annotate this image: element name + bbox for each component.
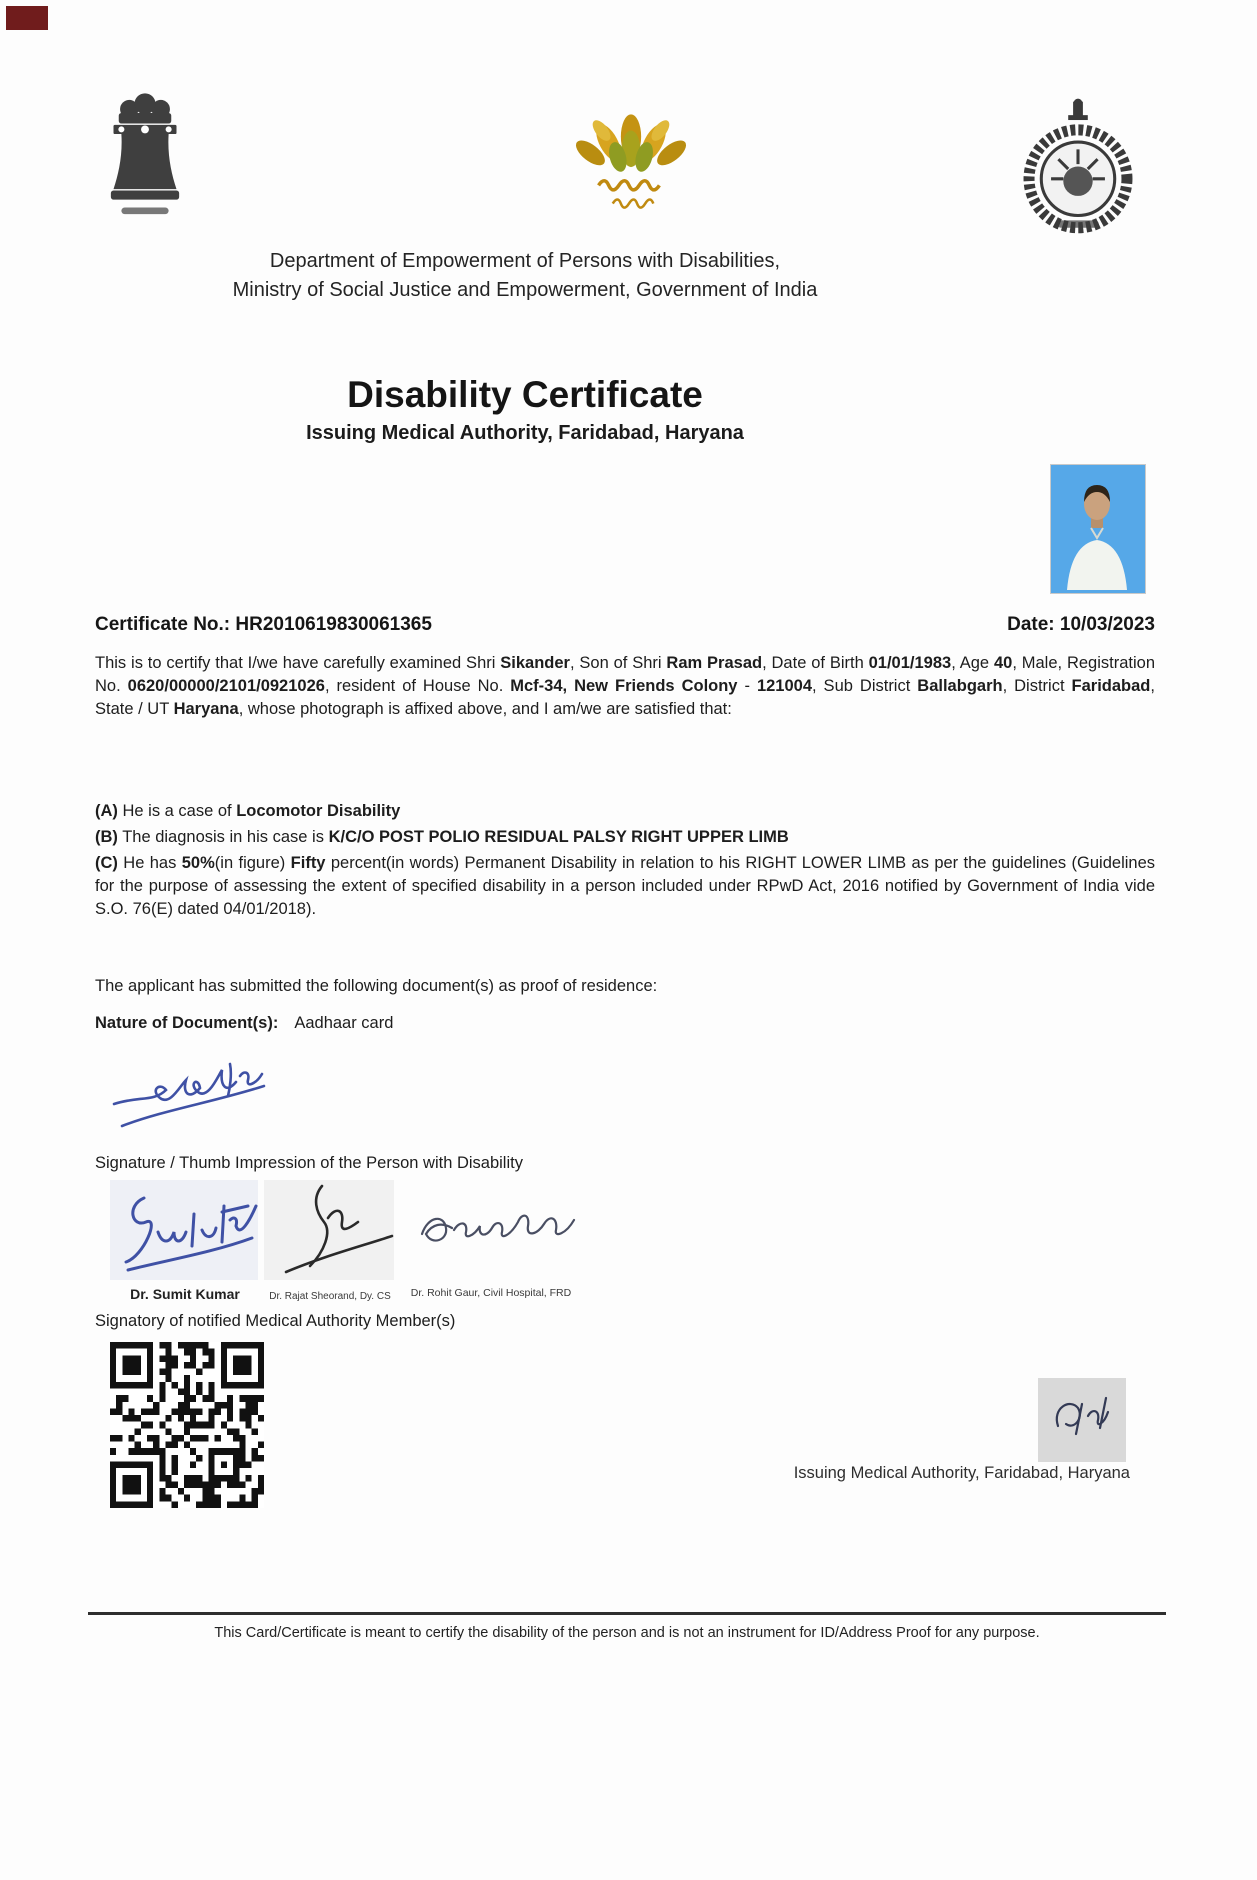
nature-of-documents-label: Nature of Document(s): [95, 1014, 279, 1032]
age-value: 40 [993, 654, 1013, 672]
person-signature-caption: Signature / Thumb Impression of the Person with Disability [95, 1154, 523, 1172]
applicant-photo [1050, 464, 1146, 594]
certificate-number-label: Certificate No.: [95, 614, 231, 635]
clause-c-text: percent(in words) Permanent Disability in relation to his RIGHT LOWER LIMB as per the guidelines (Guidelines for the purpose of assessing the extent of specified disability in a person included under RPwD Act, 2016 notified by Government of India vide S.O. 76(E) dated 04/01/2018). [95, 854, 1156, 918]
certificate-meta-row [95, 614, 1155, 636]
member-signature-2-icon [264, 1180, 394, 1280]
clause-a-prefix: (A) [95, 802, 118, 820]
member-signature-1-icon [110, 1180, 258, 1280]
page-subtitle: Issuing Medical Authority, Faridabad, Haryana [306, 422, 744, 444]
certificate-number [95, 614, 432, 636]
clause-c [95, 852, 1155, 921]
clause-c-text: He has [117, 854, 182, 872]
intro-text: , District [1002, 677, 1072, 695]
person-signature-icon [104, 1046, 304, 1146]
disability-percent-figure: 50% [181, 854, 215, 872]
disability-type: Locomotor Disability [236, 802, 401, 820]
emblem-of-india-icon [103, 92, 187, 232]
date-of-birth: 01/01/1983 [868, 654, 952, 672]
district: Faridabad [1071, 677, 1151, 695]
scan-corner-artifact [6, 6, 48, 30]
intro-text: , State / UT [95, 677, 1155, 718]
haryana-government-seal-icon [1022, 98, 1134, 240]
member-2-name: Dr. Rajat Sheorand, Dy. CS [269, 1291, 391, 1302]
footer-disclaimer: This Card/Certificate is meant to certify the disability of the person and is not an instrument for ID/Address Proof for any purpose. [214, 1625, 1040, 1641]
qr-code-icon [110, 1342, 264, 1508]
department-line-1: Department of Empowerment of Persons with Disabilities, [269, 250, 781, 272]
proof-of-residence-line: The applicant has submitted the following document(s) as proof of residence: [95, 977, 658, 995]
clause-a [95, 800, 1155, 823]
address-pincode: 121004 [756, 677, 812, 695]
page-title: Disability Certificate [347, 374, 703, 415]
clause-b [95, 826, 1155, 849]
divyangjan-department-logo-icon [560, 96, 702, 228]
intro-text: , Age [951, 654, 994, 672]
nature-of-documents-value: Aadhaar card [294, 1014, 394, 1032]
authority-caption: Issuing Medical Authority, Faridabad, Haryana [793, 1464, 1130, 1482]
intro-text: , Son of Shri [569, 654, 667, 672]
sub-district: Ballabgarh [917, 677, 1003, 695]
diagnosis: K/C/O POST POLIO RESIDUAL PALSY RIGHT UPPER LIMB [328, 828, 789, 846]
father-name: Ram Prasad [666, 654, 763, 672]
date-label: Date: [1007, 614, 1055, 635]
intro-paragraph [95, 652, 1155, 721]
address-house: Mcf-34, New Friends Colony [510, 677, 738, 695]
intro-text: , Date of Birth [762, 654, 869, 672]
title-block [95, 374, 955, 445]
registration-number: 0620/00000/2101/0921026 [127, 677, 325, 695]
applicant-name: Sikander [500, 654, 570, 672]
member-signature-3-icon [408, 1186, 578, 1278]
footer-divider [88, 1612, 1166, 1615]
authority-signature-icon [1038, 1378, 1126, 1462]
intro-text: - [737, 677, 757, 695]
clause-c-prefix: (C) [95, 854, 118, 872]
member-3-name: Dr. Rohit Gaur, Civil Hospital, FRD [410, 1287, 572, 1299]
intro-text: , whose photograph is affixed above, and I am/we are satisfied that: [238, 700, 732, 718]
members-caption: Signatory of notified Medical Authority Member(s) [95, 1312, 456, 1330]
person-photo-icon [1051, 465, 1143, 591]
clause-c-text: (in figure) [214, 854, 291, 872]
intro-text: , Sub District [812, 677, 918, 695]
intro-text: , Male, Registration No. [95, 654, 1155, 695]
certificate-date [1007, 614, 1155, 636]
clause-a-text: He is a case of [117, 802, 237, 820]
clause-b-prefix: (B) [95, 828, 118, 846]
disability-percent-words: Fifty [290, 854, 326, 872]
clause-b-text: The diagnosis in his case is [117, 828, 329, 846]
intro-text: , resident of House No. [324, 677, 511, 695]
member-1-name: Dr. Sumit Kumar [130, 1286, 240, 1302]
date-value: 10/03/2023 [1059, 614, 1155, 635]
intro-text: This is to certify that I/we have carefully examined Shri [95, 654, 501, 672]
department-line-2: Ministry of Social Justice and Empowerment, Government of India [232, 279, 818, 301]
nature-of-documents-line [95, 1012, 1155, 1035]
department-header [95, 247, 955, 305]
certificate-number-value: HR2010619830061365 [235, 614, 432, 635]
state-ut: Haryana [173, 700, 239, 718]
